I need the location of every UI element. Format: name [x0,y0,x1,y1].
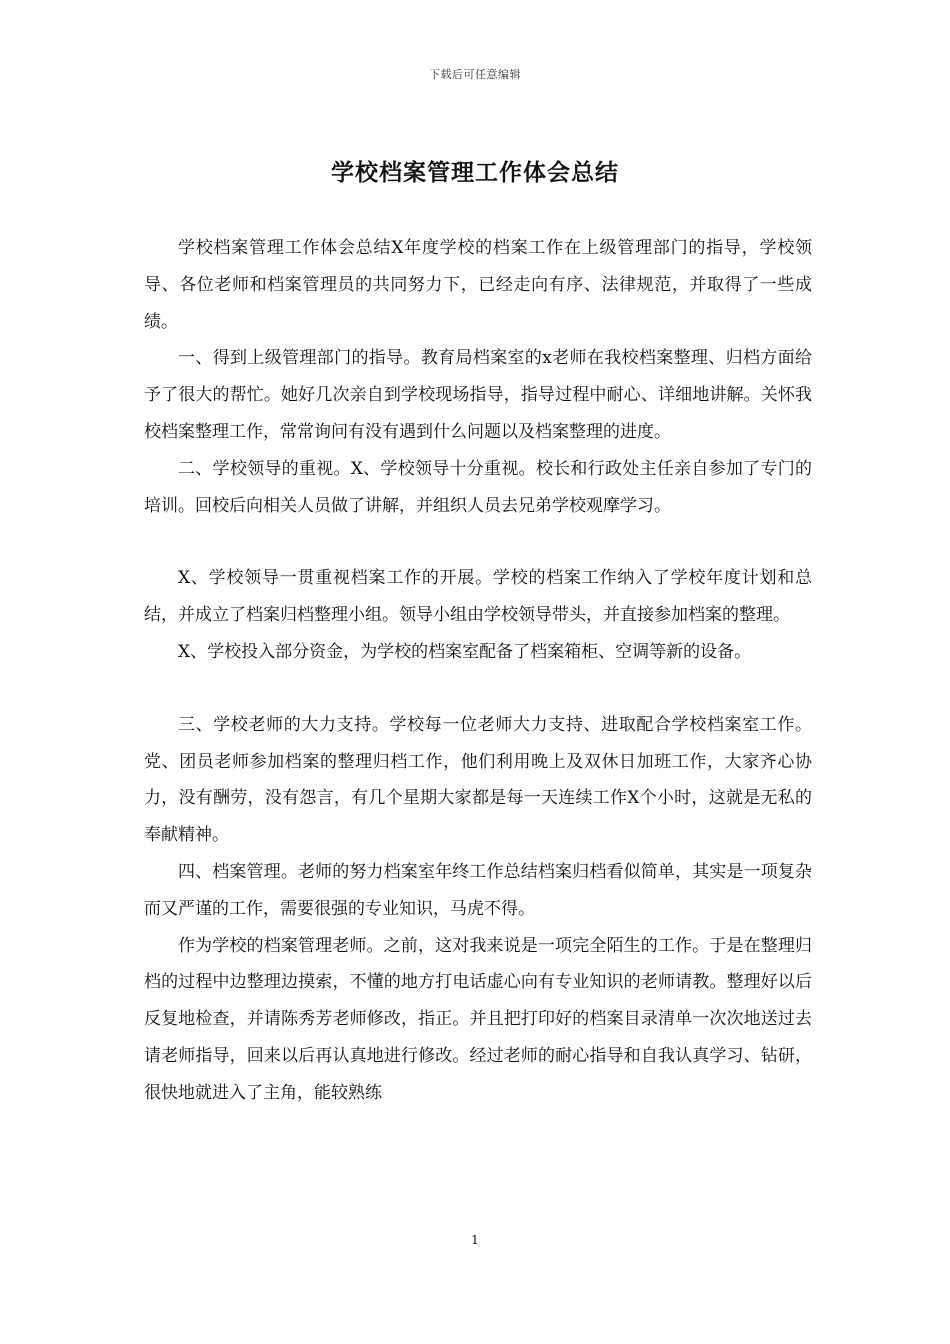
paragraph-section-4-detail: 作为学校的档案管理老师。之前，这对我来说是一项完全陌生的工作。于是在整理归档的过程中边整理边摸索，不懂的地方打电话虚心向有专业知识的老师请教。整理好以后反复地检查，并请陈秀芳老师修改，指正。并且把打印好的档案目录清单一次次地送过去请老师指导，回来以后再认真地进行修改。经过老师的耐心指导和自我认真学习、钻研，很快地就进入了主角，能较熟练 [144,935,812,1103]
paragraph-section-2-item-a: X、学校领导一贯重视档案工作的开展。学校的档案工作纳入了学校年度计划和总结，并成立了档案归档整理小组。领导小组由学校领导带头，并直接参加档案的整理。 [144,568,812,626]
paragraph-section-1: 一、得到上级管理部门的指导。教育局档案室的x老师在我校档案整理、归档方面给予了很大的帮忙。她好几次亲自到学校现场指导，指导过程中耐心、详细地讲解。关怀我校档案整理工作，常常询问有没有遇到什么问题以及档案整理的进度。 [144,348,812,442]
page-number: 1 [471,1233,479,1247]
paragraph-section-2-item-b: X、学校投入部分资金，为学校的档案室配备了档案箱柜、空调等新的设备。 [178,641,752,662]
paragraph-section-3: 三、学校老师的大力支持。学校每一位老师大力支持、进取配合学校档案室工作。党、团员老师参加档案的整理归档工作，他们利用晚上及双休日加班工作，大家齐心协力，没有酬劳，没有怨言，有几个星期大家都是每一天连续工作X个小时，这就是无私的奉献精神。 [144,714,812,846]
document-title: 学校档案管理工作体会总结 [331,159,619,186]
paragraph-intro: 学校档案管理工作体会总结X年度学校的档案工作在上级管理部门的指导，学校领导、各位老师和档案管理员的共同努力下，已经走向有序、法律规范，并取得了一些成绩。 [144,238,812,332]
header-note: 下载后可任意编辑 [429,68,521,81]
paragraph-section-2: 二、学校领导的重视。X、学校领导十分重视。校长和行政处主任亲自参加了专门的培训。回校后向相关人员做了讲解，并组织人员去兄弟学校观摩学习。 [144,458,812,516]
paragraph-section-4: 四、档案管理。老师的努力档案室年终工作总结档案归档看似简单，其实是一项复杂而又严谨的工作，需要很强的专业知识，马虎不得。 [144,861,812,919]
document-body [144,230,812,1112]
